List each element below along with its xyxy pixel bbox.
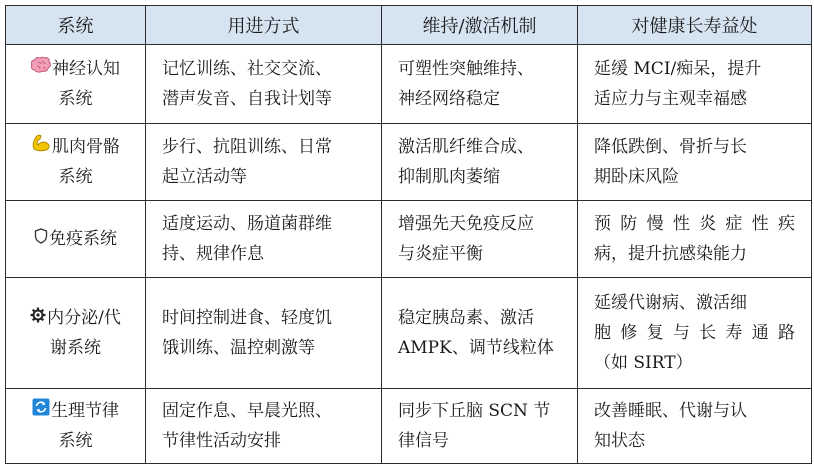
method-line: 节律性活动安排	[162, 431, 281, 451]
brain-icon	[31, 54, 51, 84]
flexed-bicep-icon	[31, 132, 51, 162]
benefit-line: 期卧床风险	[594, 167, 679, 187]
system-name-line: 生理节律	[51, 400, 119, 421]
health-systems-table	[5, 5, 812, 464]
benefit-line: 胞修复与长寿通路	[594, 323, 795, 343]
table-row	[6, 45, 812, 124]
system-cell	[6, 45, 146, 124]
table-row	[6, 201, 812, 278]
cycle-arrows-icon	[32, 396, 50, 426]
mechanism-line: 律信号	[398, 431, 449, 451]
method-cell	[146, 45, 382, 124]
benefit-line: 改善睡眠、代谢与认	[594, 401, 747, 421]
benefit-line: 延缓代谢病、激活细	[594, 293, 747, 313]
system-name-line: 谢系统	[50, 338, 101, 359]
method-cell	[146, 201, 382, 278]
table-row	[6, 278, 812, 389]
method-line: 起立活动等	[162, 167, 247, 187]
system-name-line: 神经认知	[52, 58, 120, 79]
system-name-line: 内分泌/代	[47, 307, 121, 328]
system-name-line: 系统	[58, 167, 93, 188]
mechanism-cell	[382, 278, 578, 389]
mechanism-line: 增强先天免疫反应	[398, 214, 534, 234]
benefit-line: 降低跌倒、骨折与长	[594, 137, 747, 157]
mechanism-line: 神经网络稳定	[398, 89, 500, 109]
method-cell	[146, 389, 382, 464]
benefit-line: 知状态	[594, 431, 645, 451]
shield-icon	[34, 224, 48, 254]
system-name-line: 免疫系统	[49, 228, 117, 249]
header-method: 用进方式	[146, 6, 382, 45]
method-line: 时间控制进食、轻度饥	[162, 308, 332, 328]
gear-icon	[30, 303, 46, 333]
mechanism-line: 抑制肌肉萎缩	[398, 167, 500, 187]
benefit-cell	[578, 278, 812, 389]
mechanism-line: AMPK、调节线粒体	[398, 338, 554, 358]
method-cell	[146, 278, 382, 389]
mechanism-cell	[382, 389, 578, 464]
mechanism-line: 稳定胰岛素、激活	[398, 308, 534, 328]
mechanism-cell	[382, 45, 578, 124]
system-name-line: 肌肉骨骼	[52, 136, 120, 157]
benefit-cell	[578, 45, 812, 124]
mechanism-line: 激活肌纤维合成、	[398, 137, 534, 157]
method-cell	[146, 124, 382, 201]
method-line: 适度运动、肠道菌群维	[162, 214, 332, 234]
table-container	[5, 5, 811, 473]
method-line: 饿训练、温控刺激等	[162, 338, 315, 358]
system-name-line: 系统	[58, 89, 93, 110]
benefit-line: 适应力与主观幸福感	[594, 89, 747, 109]
benefit-line: 预防慢性炎症性疾	[594, 214, 795, 234]
system-name-line: 系统	[58, 431, 93, 452]
benefit-line: 病，提升抗感染能力	[594, 244, 747, 264]
mechanism-cell	[382, 201, 578, 278]
mechanism-line: 与炎症平衡	[398, 244, 483, 264]
method-line: 步行、抗阻训练、日常	[162, 137, 332, 157]
benefit-line: （如 SIRT）	[594, 353, 693, 373]
mechanism-cell	[382, 124, 578, 201]
benefit-cell	[578, 124, 812, 201]
benefit-cell	[578, 201, 812, 278]
mechanism-line: 同步下丘脑 SCN 节	[398, 401, 551, 421]
system-cell	[6, 278, 146, 389]
mechanism-line: 可塑性突触维持、	[398, 59, 534, 79]
method-line: 潜声发音、自我计划等	[162, 89, 332, 109]
header-row	[6, 6, 812, 45]
system-cell	[6, 124, 146, 201]
header-mechanism: 维持/激活机制	[382, 6, 578, 45]
table-row	[6, 124, 812, 201]
table-row	[6, 389, 812, 464]
system-cell	[6, 201, 146, 278]
method-line: 固定作息、早晨光照、	[162, 401, 332, 421]
system-cell	[6, 389, 146, 464]
method-line: 记忆训练、社交交流、	[162, 59, 332, 79]
benefit-cell	[578, 389, 812, 464]
header-system: 系统	[6, 6, 146, 45]
benefit-line: 延缓 MCI/痴呆，提升	[594, 59, 762, 79]
header-benefit: 对健康长寿益处	[578, 6, 812, 45]
method-line: 持、规律作息	[162, 244, 264, 264]
